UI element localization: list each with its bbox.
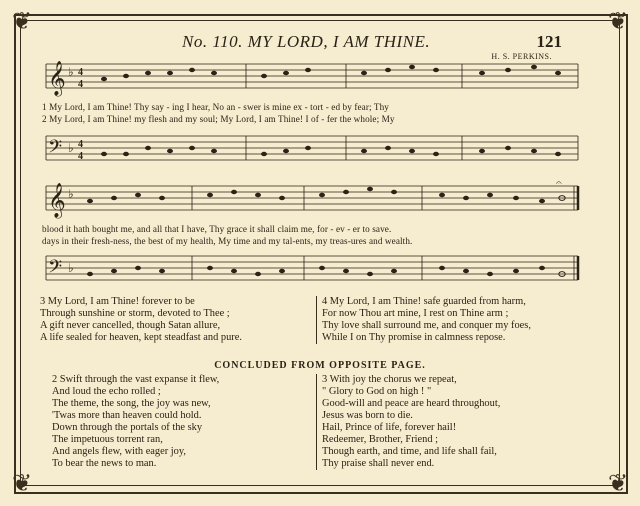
verse-line: And angels flew, with eager joy, [52,446,186,457]
svg-text:𝄞: 𝄞 [48,62,66,95]
svg-text:4: 4 [78,67,83,78]
lyric-verse-1: 1 My Lord, I am Thine! Thy say - ing I hear, No an - swer is mine ex - tort - ed by fear; Thy [42,102,389,112]
lyric-verse-1: blood it hath bought me, and all that I have, Thy grace it shall claim me, for - ev - er to save. [42,224,392,234]
fermata-icon: 𝄐 [556,180,562,189]
hymn-header [0,30,640,61]
verse-line: For now Thou art mine, I rest on Thine arm ; [322,308,509,319]
verse-line: A life sealed for heaven, kept steadfast and pure. [40,332,242,343]
staff-treble-1 [42,58,582,102]
verse-4 [322,296,592,344]
verse-line: Redeemer, Brother, Friend ; [322,434,439,445]
verse-line: 4 My Lord, I am Thine! safe guarded from harm, [322,296,526,307]
music-system-1 [42,58,582,174]
verse-line: To bear the news to man. [52,458,157,469]
verse-line: 3 My Lord, I am Thine! forever to be [40,296,195,307]
verse-line: Good-will and peace are heard throughout, [322,398,501,409]
svg-text:𝄞: 𝄞 [48,184,66,217]
svg-text:𝄢: 𝄢 [48,136,63,161]
fleuron-ornament-icon: ❦ [607,9,629,35]
hymn-title: No. 110. MY LORD, I AM THINE. [182,32,431,51]
fleuron-ornament-icon: ❦ [11,471,33,497]
verse-line: 2 Swift through the vast expanse it flew, [52,374,220,385]
svg-text:♭: ♭ [68,141,74,155]
verse-line: Through sunshine or storm, devoted to Thee ; [40,308,230,319]
svg-text:♭: ♭ [68,65,74,79]
concluded-verse-3 [322,374,592,470]
svg-text:𝄢: 𝄢 [48,256,63,281]
svg-text:4: 4 [78,139,83,150]
verse-line: Though earth, and time, and life shall fail, [322,446,497,457]
verse-line: While I on Thy promise in calmness repose. [322,332,506,343]
staff-treble-2 [42,180,582,224]
svg-text:♭: ♭ [68,187,74,201]
verse-3 [40,296,310,344]
concluded-verses [40,374,600,470]
concluded-verse-2 [52,374,322,470]
verse-line: " Glory to God on high ! " [322,386,432,397]
svg-text:4: 4 [78,79,83,90]
fleuron-ornament-icon: ❦ [607,471,629,497]
verse-line: And loud the echo rolled ; [52,386,161,397]
fleuron-ornament-icon: ❦ [11,9,33,35]
page-number: 121 [536,32,562,51]
verse-line: Hail, Prince of life, forever hail! [322,422,457,433]
verse-line: A gift never cancelled, though Satan allure, [40,320,221,331]
verse-line: Jesus was born to die. [322,410,413,421]
verse-line: 'Twas more than heaven could hold. [52,410,202,421]
staff-bass-2 [42,250,582,294]
verses-3-4 [40,296,600,344]
verse-line: The impetuous torrent ran, [52,434,163,445]
column-divider [316,374,317,470]
verse-line: Thy praise shall never end. [322,458,435,469]
music-system-2 [42,180,582,292]
svg-text:4: 4 [78,151,83,162]
verse-line: Down through the portals of the sky [52,422,203,433]
lyric-verse-2: 2 My Lord, I am Thine! my flesh and my soul; My Lord, I am Thine! I of - fer the whole; My [42,114,395,124]
staff-bass-1 [42,130,582,174]
lyric-verse-2: days in their fresh-ness, the best of my health, My time and my tal-ents, my treas-ures and wealth. [42,236,413,246]
composer-credit: H. S. PERKINS. [491,52,552,61]
verse-line: Thy love shall surround me, and conquer my foes, [322,320,531,331]
column-divider [316,296,317,344]
section-heading: CONCLUDED FROM OPPOSITE PAGE. [214,360,426,371]
verse-line: 3 With joy the chorus we repeat, [322,374,457,385]
svg-text:♭: ♭ [68,261,74,275]
verse-line: The theme, the song, the joy was new, [52,398,211,409]
